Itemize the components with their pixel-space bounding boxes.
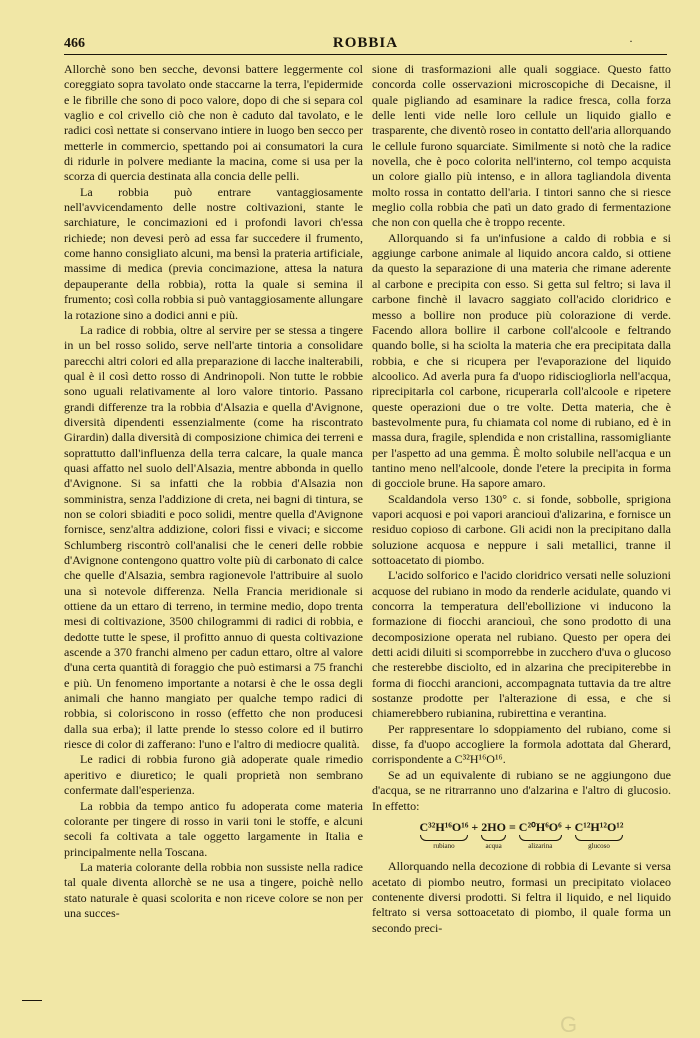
formula-caption: alizarina — [528, 842, 553, 851]
paragraph: Se ad un equivalente di rubiano se ne aggiungono due d'acqua, se ne ritrarranno uno d'alzarina e l'altro di glucosio. In effetto: — [372, 767, 671, 813]
paragraph: La robbia da tempo antico fu adoperata come materia colorante per tingere di rosso in varii toni le stoffe, e alcuni secoli fa coltivata a tale oggetto largamente in Italia e principalmente nella Toscana. — [64, 798, 363, 859]
chemical-equation — [372, 820, 671, 851]
paragraph: L'acido solforico e l'acido cloridrico versati nelle soluzioni acquose del rubiano in modo da renderle acidulate, quando vi concorra la temperatura dell'ebollizione vi inducono la formazione di fiocchi aranciouì, che sono prodotto di una decomposizione operata nel rubiano. Questo per opera dei detti acidi diluiti si scomporrebbe in zucchero d'uva o glucoso che resterebbe disciolto, ed in alzarina che precipiterebbe in forma di fiocchi arancioni, accompagnata tuttavia da tre altre sostanze prodotte per l'alterazione di essa, e che si chiamerebbero rubianina, rubirettina e verantina. — [372, 568, 671, 721]
formula-term-glucoso — [575, 820, 624, 851]
formula-caption: glucoso — [588, 842, 610, 851]
formula-expression: C³²H¹⁶O¹⁶ — [419, 819, 469, 834]
formula-term-rubiano — [420, 820, 469, 851]
running-header — [64, 32, 667, 54]
margin-dash — [22, 1000, 42, 1001]
page-title: ROBBIA — [332, 35, 399, 51]
formula-caption: acqua — [485, 842, 502, 851]
paragraph: Scaldandola verso 130° c. si fonde, sobbolle, sprigiona vapori acquosi e poi vapori aranciouì d'alizarina, e fornisce un residuo copioso di carbone. Gli acidi non la precipitano dalla soluzione acquosa e neppure i sali metallici, tranne il sottoacetato di piombo. — [372, 491, 671, 567]
paragraph: Le radici di robbia furono già adoperate quale rimedio aperitivo e diuretico; le quali proprietà non sembrano confermate dall'esperienza. — [64, 752, 363, 798]
formula-term-acqua — [481, 820, 506, 851]
paragraph: Per rappresentare lo sdoppiamento del rubiano, come si disse, fa d'uopo accogliere la formola adottata dal Gherard, corrispondente a C³²H¹⁶O¹⁶. — [372, 721, 671, 767]
watermark: G — [560, 1012, 578, 1037]
plus-sign: + — [564, 819, 572, 834]
paragraph: La radice di robbia, oltre al servire per se stessa a tingere in un bel rosso solido, serve nell'arte tintoria a consolidare parecchi altri colori ed alla preparazione di lacche inalterabili, qual è il così detto rosso di Andrinopoli. Non tutte le robbie sono uguali relativamente al loro valore tintorio. Passano grandi differenze tra la robbia d'Alsazia e quella d'Avignone, diversità dipendenti essenzialmente (come ha riscontrato Girardin) dalla diversità di composizione chimica dei terreni e soprattutto dall'influenza della terra calcare, la quale manca quasi affatto nel suolo dell'Alsazia, mentre abbonda in quello d'Avignone. Si sa infatti che la robbia d'Alsazia non somministra, senza l'addizione di creta, nei bagni di tintura, se non se colori sbiaditi e poco solidi, mentre quella d'Avignone fornisce, senz'altra addizione, colori fissi e vivaci; e siccome Schlumberg riscontrò coll'analisi che le ceneri delle robbie d'Avignone contengono quattro volte più di carbonato di calce che quelle d'Alsazia, sembra ragionevole l'attribuire al suolo una sì notevole differenza. Nella Francia meridionale si ottiene da un ettaro di terreno, in termine medio, dopo trenta mesi di coltivazione, 3500 chilogrammi di radici di robbia, e dedotte tutte le spese, il profitto annuo di questa coltivazione ascende a 370 franchi almeno per cadun ettaro, oltre al valore d'una certa quantità di foraggio che può estimarsi a 75 franchi e più. Un fenomeno importante a notarsi è che le ossa degli animali che hanno mangiato per qualche tempo radici di robbia, si coloriscono in rosso (effetto che non producesi dalla sua erba); il latte prende lo stesso colore ed il butirro riesce di color di zafferano: l'uno e l'altro di mediocre qualità. — [64, 322, 363, 752]
paragraph: La robbia può entrare vantaggiosamente nell'avvicendamento delle nostre coltivazioni, stante le sarchiature, le concimazioni ed i profondi lavori ch'essa richiede; non devesi però ad essa far succedere il frumento, come hanno consigliato alcuni, ma bensì la prateria artificiale, massime di medica (previa concimazione, attesa la natura depauperante della robbia), rotta la quale si semina il frumento; così colla robbia si può vantaggiosamente allungare la rotazione sino a dodici anni e più. — [64, 184, 363, 322]
paragraph: Allorchè sono ben secche, devonsi battere leggermente col coreggiato sopra tavolato onde staccarne la terra, l'epidermide e le fibrille che sono di poco valore, dopo di che si separa col vaglio e col crivello ciò che non è caduto dal tavolato, e le radici così nettate si conservano intiere in luogo ben secco per metterle in commercio, spettando poi ai consumatori la cura di ridurle in polvere mediante la macina, come si usa per la scorza di quercia destinata alla concia delle pelli. — [64, 62, 363, 184]
formula-expression: C²⁰H⁶O⁶ — [518, 819, 562, 834]
left-column — [64, 62, 363, 921]
right-column — [372, 62, 671, 936]
plus-sign: + — [471, 819, 479, 834]
paragraph: Allorquando nella decozione di robbia di Levante si versa acetato di piombo neutro, formasi un precipitato violaceo contenente diversi prodotti. Si feltra il liquido, e nel liquido feltrato si versa sottoacetato di piombo, il quale forma un secondo preci- — [372, 859, 671, 935]
formula-expression: C¹²H¹²O¹² — [574, 819, 624, 834]
page-number: 466 — [64, 36, 85, 51]
header-mark: · — [629, 34, 633, 48]
paragraph: Allorquando si fa un'infusione a caldo di robbia e si aggiunge carbone animale al liquido ancora caldo, si ottiene da questo la separazione di una materia che rimane aderente al carbone e precipita con esso. Si getta sul feltro; si lava il carbone finchè il lavacro saggiato coll'acido cloridrico e messo a bollire non produce più colorazione di verde. Facendo allora bollire il carbone coll'alcoole e feltrando quando bolle, si ha sciolta la materia che era precipitata dalla robbia, e che si ricupera per l'evaporazione del liquido alcoolico. Ad averla pura fa d'uopo ridisciogliorla nell'acqua, riprecipitarla col carbone, ricuperarla coll'alcoole e ripetere queste operazioni due o tre volte. Detta materia, che è bastevolmente pura, fu chiamata col nome di rubiano, ed è in massa dura, fragile, splendida e non cristallina, rassomigliante per l'aspetto ad una gemma. È molto solubile nell'acqua e un tantino meno nell'alcoole, donde l'etere la precipita in forma di gocciole brune. Ha sapore amaro. — [372, 230, 671, 491]
formula-term-alizarina — [519, 820, 562, 851]
paragraph: La materia colorante della robbia non sussiste nella radice tal quale diventa allorchè se ne usa a tingere, poichè nello stato naturale è quasi scolorita e non riceve colore se non per una succes- — [64, 859, 363, 920]
paragraph: sione di trasformazioni alle quali soggiace. Questo fatto concorda colle osservazioni microscopiche di Decaisne, il quale pigliando ad esaminare la radice fresca, colla forza delle lenti vide nelle loro cellule un liquido giallo e trasparente, che diventò roseo in contatto dell'aria allorquando le cellule furono squarciate. Similmente si notò che la radice novella, che è poco colorita nell'interno, col tempo acquista un colore giallo più intenso, e in allora tagliandola diventa molto rossa in contatto dell'aria. I tintori sanno che si riesce meglio colla robbia che patì un dato grado di fermentazione che non con quella che è troppo recente. — [372, 62, 671, 230]
formula-caption: rubiano — [433, 842, 455, 851]
formula-expression: 2HO — [481, 819, 506, 834]
header-rule — [64, 54, 667, 55]
equals-sign: = — [508, 819, 516, 834]
